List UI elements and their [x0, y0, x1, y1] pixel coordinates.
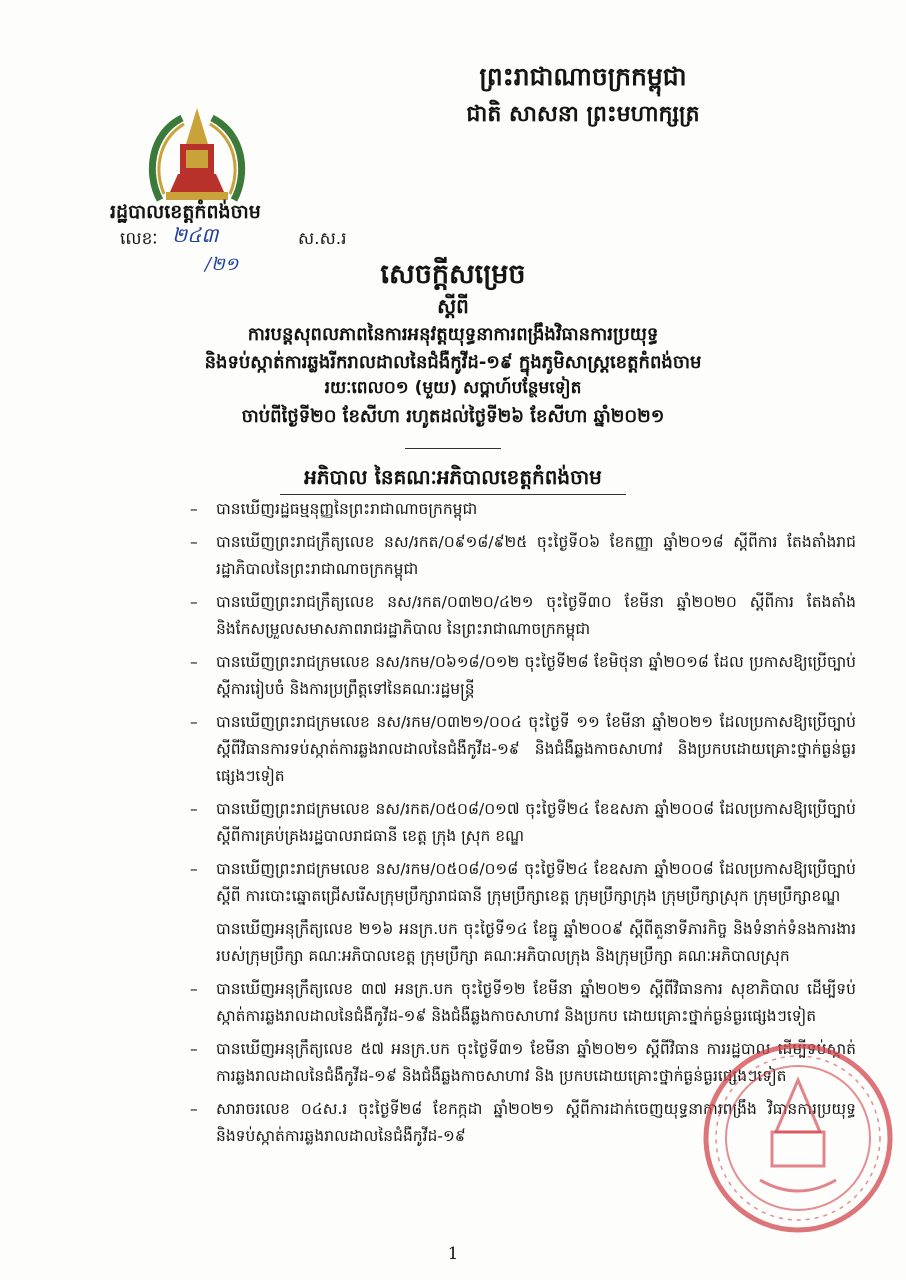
provincial-emblem-icon	[142, 104, 252, 208]
document-about: ស្តីពី	[437, 294, 469, 318]
list-item: – បានឃើញរដ្ឋធម្មនុញ្ញនៃព្រះរាជាណាចក្រកម្ពុជា	[190, 496, 856, 523]
kingdom-heading: ព្រះរាជាណាចក្រកម្ពុជា	[479, 62, 687, 91]
issuing-authority: រដ្ឋបាលខេត្តកំពង់ចាម	[110, 201, 261, 223]
list-item-text: បានឃើញអនុក្រឹត្យលេខ ៥៧ អនក្រ.បក ចុះថ្ងៃទី៣១ ខែមីនា ឆ្នាំ២០២១ ស្តីពីវិធាន ការរដ្ឋបាល ដើម្បីទប់ស្កាត់ការឆ្លងរាលដាលនៃជំងឺកូវីដ-១៩ និងជំងឺឆ្លងកាចសាហាវ និង ប្រកបដោយគ្រោះថ្នាក់ធ្ងន់ធ្ងរផ្សេងៗទៀត	[216, 1040, 856, 1085]
document-title: សេចក្តីសម្រេច	[380, 259, 526, 290]
list-item: – សារាចរលេខ ០៤ស.រ ចុះថ្ងៃទី២៨ ខែកក្កដា ឆ្នាំ២០២១ ស្តីពីការដាក់ចេញយុទ្ធនាការពង្រឹង វិធានការប្រយុទ្ធ និងទប់ស្កាត់ការឆ្លងរាលដាលនៃជំងឺកូវីដ-១៩	[190, 1096, 856, 1150]
divider	[280, 494, 626, 495]
reference-number-handwritten: ២៤៣	[172, 223, 219, 247]
list-item-text: សារាចរលេខ ០៤ស.រ ចុះថ្ងៃទី២៨ ខែកក្កដា ឆ្នាំ២០២១ ស្តីពីការដាក់ចេញយុទ្ធនាការពង្រឹង វិធានការប្រយុទ្ធ និងទប់ស្កាត់ការឆ្លងរាលដាលនៃជំងឺកូវីដ-១៩	[216, 1100, 856, 1145]
list-item-text: បានឃើញរដ្ឋធម្មនុញ្ញនៃព្រះរាជាណាចក្រកម្ពុជា	[216, 500, 478, 518]
list-item-text: បានឃើញព្រះរាជក្រមលេខ នស/រកត/០៥០៨/០១៧ ចុះថ្ងៃទី២៤ ខែឧសភា ឆ្នាំ២០០៨ ដែលប្រកាសឱ្យប្រើច្បាប់ស្តីពីការគ្រប់គ្រងរដ្ឋបាលរាជធានី ខេត្ត ក្រុង ស្រុក ខណ្ឌ	[216, 800, 856, 845]
authority-heading: អភិបាល នៃគណៈអភិបាលខេត្តកំពង់ចាម	[304, 465, 602, 489]
reference-suffix: ស.ស.រ	[298, 229, 347, 249]
list-item-text: បានឃើញព្រះរាជក្រមលេខ នស/រកម/០៥០៨/០១៨ ចុះថ្ងៃទី២៤ ខែឧសភា ឆ្នាំ២០០៨ ដែលប្រកាសឱ្យប្រើច្បាប់ ស្តីពី ការបោះឆ្នោតជ្រើសរើសក្រុមប្រឹក្សារាជធានី ក្រុមប្រឹក្សាខេត្ត ក្រុមប្រឹក្សាក្រុង ក្រុមប្រឹក្សាស្រុក ក្រុមប្រឹក្សាខណ្ឌ	[216, 860, 856, 905]
list-item: – បានឃើញព្រះរាជក្រមលេខ នស/រកម/០៥០៨/០១៨ ចុះថ្ងៃទី២៤ ខែឧសភា ឆ្នាំ២០០៨ ដែលប្រកាសឱ្យប្រើច្បាប់ ស្តីពី ការបោះឆ្នោតជ្រើសរើសក្រុមប្រឹក្សារាជធានី ក្រុមប្រឹក្សាខេត្ត ក្រុមប្រឹក្សាក្រុង ក្រុមប្រឹក្សាស្រុក ក្រុមប្រឹក្សាខណ្ឌ	[190, 856, 856, 910]
list-item	[190, 916, 856, 970]
list-item-text: បានឃើញព្រះរាជក្រមលេខ នស/រកម/០៦១៨/០១២ ចុះថ្ងៃទី២៨ ខែមិថុនា ឆ្នាំ២០១៨ ដែល ប្រកាសឱ្យប្រើច្បាប់ស្តីការរៀបចំ និងការប្រព្រឹត្តទៅនៃគណៈរដ្ឋមន្ត្រី	[216, 653, 856, 698]
divider	[405, 448, 501, 449]
list-item: – បានឃើញព្រះរាជក្រមលេខ នស/រកត/០៥០៨/០១៧ ចុះថ្ងៃទី២៤ ខែឧសភា ឆ្នាំ២០០៨ ដែលប្រកាសឱ្យប្រើច្បាប់ស្តីពីការគ្រប់គ្រងរដ្ឋបាលរាជធានី ខេត្ត ក្រុង ស្រុក ខណ្ឌ	[190, 796, 856, 850]
reference-year-handwritten: /២១	[205, 254, 239, 275]
list-item-text: បានឃើញព្រះរាជក្រមលេខ នស/រកម/០៣២១/០០៤ ចុះថ្ងៃទី ១១ ខែមីនា ឆ្នាំ២០២១ ដែលប្រកាសឱ្យប្រើច្បាប់ស្តីពីវិធានការទប់ស្កាត់ការឆ្លងរាលដាលនៃជំងឺកូវីដ-១៩ និងជំងឺឆ្លងកាចសាហាវ និងប្រកបដោយគ្រោះថ្នាក់ធ្ងន់ធ្ងរផ្សេងៗទៀត	[216, 713, 856, 785]
list-item-text: បានឃើញអនុក្រឹត្យលេខ ៣៧ អនក្រ.បក ចុះថ្ងៃទី១២ ខែមីនា ឆ្នាំ២០២១ ស្តីពីវិធានការ សុខាភិបាល ដើម្បីទប់ស្កាត់ការឆ្លងរាលដាលនៃជំងឺកូវីដ-១៩ និងជំងឺឆ្លងកាចសាហាវ និងប្រកប ដោយគ្រោះថ្នាក់ធ្ងន់ធ្ងរផ្សេងៗទៀត	[216, 980, 856, 1025]
title-line-3: រយៈពេល០១ (មួយ) សប្តាហ៍បន្ថែមទៀត	[324, 378, 582, 398]
title-line-1: ការបន្តសុពលភាពនៃការអនុវត្តយុទ្ធនាការពង្រឹងវិធានការប្រយុទ្ធ	[247, 324, 659, 345]
list-item-text: បានឃើញព្រះរាជក្រឹត្យលេខ នស/រកត/០៩១៨/៩២៥ ចុះថ្ងៃទី០៦ ខែកញ្ញា ឆ្នាំ២០១៨ ស្តីពីការ តែងតាំងរាជរដ្ឋាភិបាលនៃព្រះរាជាណាចក្រកម្ពុជា	[216, 533, 856, 578]
list-item: – បានឃើញព្រះរាជក្រឹត្យលេខ នស/រកត/០៩១៨/៩២៥ ចុះថ្ងៃទី០៦ ខែកញ្ញា ឆ្នាំ២០១៨ ស្តីពីការ តែងតាំងរាជរដ្ឋាភិបាលនៃព្រះរាជាណាចក្រកម្ពុជា	[190, 529, 856, 583]
list-item: – បានឃើញព្រះរាជក្រមលេខ នស/រកម/០៦១៨/០១២ ចុះថ្ងៃទី២៨ ខែមិថុនា ឆ្នាំ២០១៨ ដែល ប្រកាសឱ្យប្រើច្បាប់ស្តីការរៀបចំ និងការប្រព្រឹត្តទៅនៃគណៈរដ្ឋមន្ត្រី	[190, 649, 856, 703]
title-line-2: និងទប់ស្កាត់ការឆ្លងរីករាលដាលនៃជំងឺកូវីដ-១៩ ក្នុងភូមិសាស្រ្តខេត្តកំពង់ចាម	[204, 352, 702, 373]
list-item-text: បានឃើញព្រះរាជក្រឹត្យលេខ នស/រកត/០៣២០/៤២១ ចុះថ្ងៃទី៣០ ខែមីនា ឆ្នាំ២០២០ ស្តីពីការ តែងតាំង និងកែសម្រួលសមាសភាពរាជរដ្ឋាភិបាល នៃព្រះរាជាណាចក្រកម្ពុជា	[216, 593, 856, 638]
title-line-4: ចាប់ពីថ្ងៃទី២០ ខែសីហា រហូតដល់ថ្ងៃទី២៦ ខែសីហា ឆ្នាំ២០២១	[241, 406, 665, 427]
national-motto: ជាតិ សាសនា ព្រះមហាក្សត្រ	[466, 102, 700, 127]
list-item: – បានឃើញអនុក្រឹត្យលេខ ៥៧ អនក្រ.បក ចុះថ្ងៃទី៣១ ខែមីនា ឆ្នាំ២០២១ ស្តីពីវិធាន ការរដ្ឋបាល ដើម្បីទប់ស្កាត់ការឆ្លងរាលដាលនៃជំងឺកូវីដ-១៩ និងជំងឺឆ្លងកាចសាហាវ និង ប្រកបដោយគ្រោះថ្នាក់ធ្ងន់ធ្ងរផ្សេងៗទៀត	[190, 1036, 856, 1090]
list-item: – បានឃើញអនុក្រឹត្យលេខ ៣៧ អនក្រ.បក ចុះថ្ងៃទី១២ ខែមីនា ឆ្នាំ២០២១ ស្តីពីវិធានការ សុខាភិបាល ដើម្បីទប់ស្កាត់ការឆ្លងរាលដាលនៃជំងឺកូវីដ-១៩ និងជំងឺឆ្លងកាចសាហាវ និងប្រកប ដោយគ្រោះថ្នាក់ធ្ងន់ធ្ងរផ្សេងៗទៀត	[190, 976, 856, 1030]
reference-prefix: លេខៈ	[120, 229, 158, 249]
page-number: 1	[447, 1244, 459, 1264]
list-item: – បានឃើញព្រះរាជក្រឹត្យលេខ នស/រកត/០៣២០/៤២១ ចុះថ្ងៃទី៣០ ខែមីនា ឆ្នាំ២០២០ ស្តីពីការ តែងតាំង និងកែសម្រួលសមាសភាពរាជរដ្ឋាភិបាល នៃព្រះរាជាណាចក្រកម្ពុជា	[190, 589, 856, 643]
list-item-text: បានឃើញអនុក្រឹត្យលេខ ២១៦ អនក្រ.បក ចុះថ្ងៃទី១៤ ខែធ្នូ ឆ្នាំ២០០៩ ស្តីពីតួនាទីភារកិច្ច និងទំនាក់ទំនងការងាររបស់ក្រុមប្រឹក្សា គណៈអភិបាលខេត្ត ក្រុមប្រឹក្សា គណៈអភិបាលក្រុង និងក្រុមប្រឹក្សា គណៈអភិបាលស្រុក	[216, 920, 856, 965]
list-item: – បានឃើញព្រះរាជក្រមលេខ នស/រកម/០៣២១/០០៤ ចុះថ្ងៃទី ១១ ខែមីនា ឆ្នាំ២០២១ ដែលប្រកាសឱ្យប្រើច្បាប់ស្តីពីវិធានការទប់ស្កាត់ការឆ្លងរាលដាលនៃជំងឺកូវីដ-១៩ និងជំងឺឆ្លងកាចសាហាវ និងប្រកបដោយគ្រោះថ្នាក់ធ្ងន់ធ្ងរផ្សេងៗទៀត	[190, 709, 856, 790]
official-seal-stamp-icon	[700, 1040, 896, 1236]
